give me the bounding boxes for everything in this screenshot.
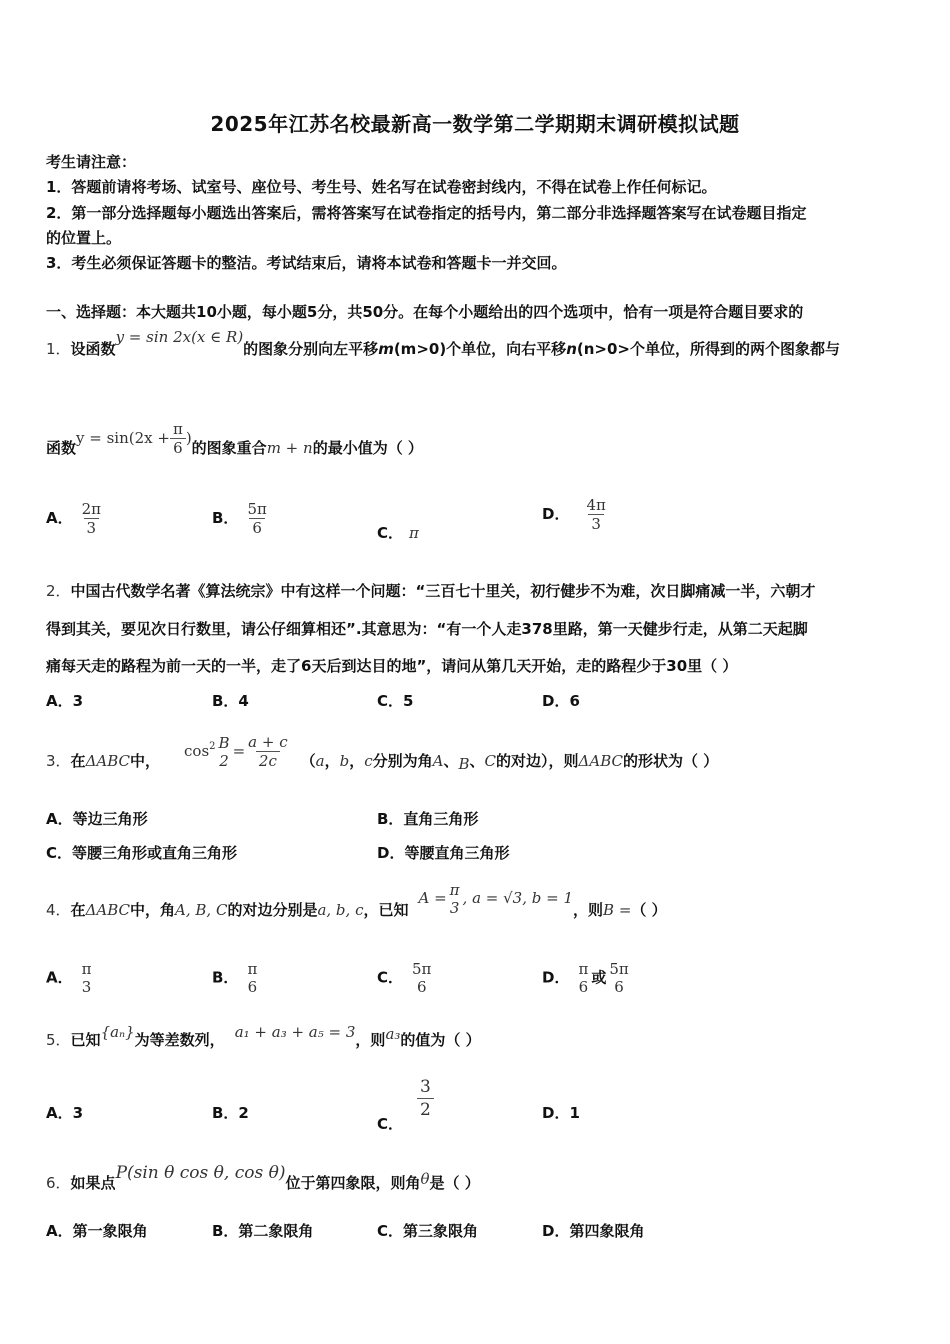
option-d[interactable]: D．1 <box>542 1104 580 1122</box>
fraction: $\frac{\pi}{6}$ <box>170 420 186 457</box>
notice-heading: 考生请注意： <box>46 153 137 171</box>
question-3: 3．在ΔABC中，$\cos^2$ B 2 = $\frac{a + c}{2c}$ （a，b，c分别为角A、B、C的对边），则ΔABC的形状为（ ） <box>46 733 719 773</box>
question-number: 1． <box>46 340 71 358</box>
fraction: π 3 <box>81 960 92 996</box>
notice-item: 3．考生必须保证答题卡的整洁。考试结束后，请将本试卷和答题卡一并交回。 <box>46 254 567 272</box>
option-c[interactable]: C．等腰三角形或直角三角形 <box>46 844 238 862</box>
fraction: π 6 <box>247 960 258 996</box>
option-b[interactable]: B．4 <box>212 692 249 710</box>
option-a[interactable]: A． $\frac{2\pi}{3}$ <box>46 500 104 537</box>
option-b[interactable]: B．直角三角形 <box>377 810 479 828</box>
notice-item: 的位置上。 <box>46 229 122 247</box>
fraction: π 3 <box>449 880 460 917</box>
formula: y = sin 2x(x ∈ R) <box>115 328 244 346</box>
fraction: $\frac{3}{2}$ <box>417 1076 434 1121</box>
notice-item: 1．答题前请将考场、试室号、座位号、考生号、姓名写在试卷密封线内，不得在试卷上作任何标记。 <box>46 178 717 196</box>
fraction: 5π 6 <box>609 960 629 996</box>
option-c[interactable]: C．5 <box>377 692 414 710</box>
option-a[interactable]: A．等边三角形 <box>46 810 148 828</box>
option-d[interactable]: D．等腰直角三角形 <box>377 844 510 862</box>
option-c[interactable]: C． 5π 6 <box>377 960 434 996</box>
question-1-line-2: 函数y = sin(2x + $\frac{\pi}{6}$ )的图象重合m + n的最小值为（ ） <box>46 420 423 457</box>
section-heading: 一、选择题：本大题共10小题，每小题5分，共50分。在每个小题给出的四个选项中，恰有一项是符合题目要求的 <box>46 303 804 321</box>
question-number: 2． <box>46 582 71 600</box>
notice-item: 2．第一部分选择题每小题选出答案后，需将答案写在试卷指定的括号内，第二部分非选择题答案写在试卷题目指定 <box>46 204 807 222</box>
option-b[interactable]: B． $\frac{5\pi}{6}$ <box>212 500 270 537</box>
question-number: 6． <box>46 1174 71 1192</box>
question-6: 6．如果点P(sin θ cos θ, cos θ)位于第四象限，则角θ是（ ） <box>46 1163 480 1192</box>
option-d[interactable]: D．第四象限角 <box>542 1222 645 1240</box>
option-d[interactable]: D． $\frac{4\pi}{3}$ <box>542 496 609 533</box>
page-title: 2025年江苏名校最新高一数学第二学期期末调研模拟试题 <box>210 112 740 136</box>
fraction: $\frac{5\pi}{6}$ <box>247 500 267 537</box>
fraction: $\frac{4\pi}{3}$ <box>586 496 606 533</box>
option-b[interactable]: B． π 6 <box>212 960 260 996</box>
fraction: $\frac{2\pi}{3}$ <box>81 500 102 537</box>
option-a[interactable]: A．3 <box>46 1104 84 1122</box>
question-2-line: 2．中国古代数学名著《算法统宗》中有这样一个问题：“三百七十里关，初行健步不为难，次日脚痛减一半，六朝才 <box>46 582 816 600</box>
option-a[interactable]: A．第一象限角 <box>46 1222 148 1240</box>
option-c[interactable]: C． π <box>377 524 419 542</box>
fraction: 5π 6 <box>412 960 432 996</box>
fraction: π 6 <box>578 960 589 996</box>
option-c[interactable]: C．第三象限角 <box>377 1222 479 1240</box>
fraction: B 2 <box>218 733 230 770</box>
option-a[interactable]: A． π 3 <box>46 960 94 996</box>
question-number: 4． <box>46 901 71 919</box>
question-4: 4．在ΔABC中，角A, B, C的对边分别是a, b, c，已知A = π 3 , a = √3, b = 1，则B =（ ） <box>46 880 667 919</box>
question-1-line-1: 1．设函数y = sin 2x(x ∈ R)的图象分别向左平移m(m>0)个单位，向右平移n(n>0>个单位，所得到的两个图象都与 <box>46 328 840 358</box>
option-c[interactable]: C． $\frac{3}{2}$ <box>377 1076 434 1121</box>
question-number: 5． <box>46 1031 71 1049</box>
fraction: $\frac{a + c}{2c}$ <box>248 733 288 770</box>
option-b[interactable]: B．第二象限角 <box>212 1222 314 1240</box>
option-b[interactable]: B．2 <box>212 1104 249 1122</box>
option-a[interactable]: A．3 <box>46 692 84 710</box>
option-d[interactable]: D．6 <box>542 692 580 710</box>
question-5: 5．已知{aₙ}为等差数列， a₁ + a₃ + a₅ = 3，则a₃的值为（ ） <box>46 1023 481 1049</box>
question-number: 3． <box>46 752 71 770</box>
question-2-line: 痛每天走的路程为前一天的一半，走了6天后到达目的地”，请问从第几天开始，走的路程少于30里（ ） <box>46 657 738 675</box>
option-d[interactable]: D． π 6 或 5π 6 <box>542 960 632 996</box>
question-2-line: 得到其关，要见次日行数里，请公仔细算相还”.其意思为：“有一个人走378里路，第一天健步行走，从第二天起脚 <box>46 620 808 638</box>
